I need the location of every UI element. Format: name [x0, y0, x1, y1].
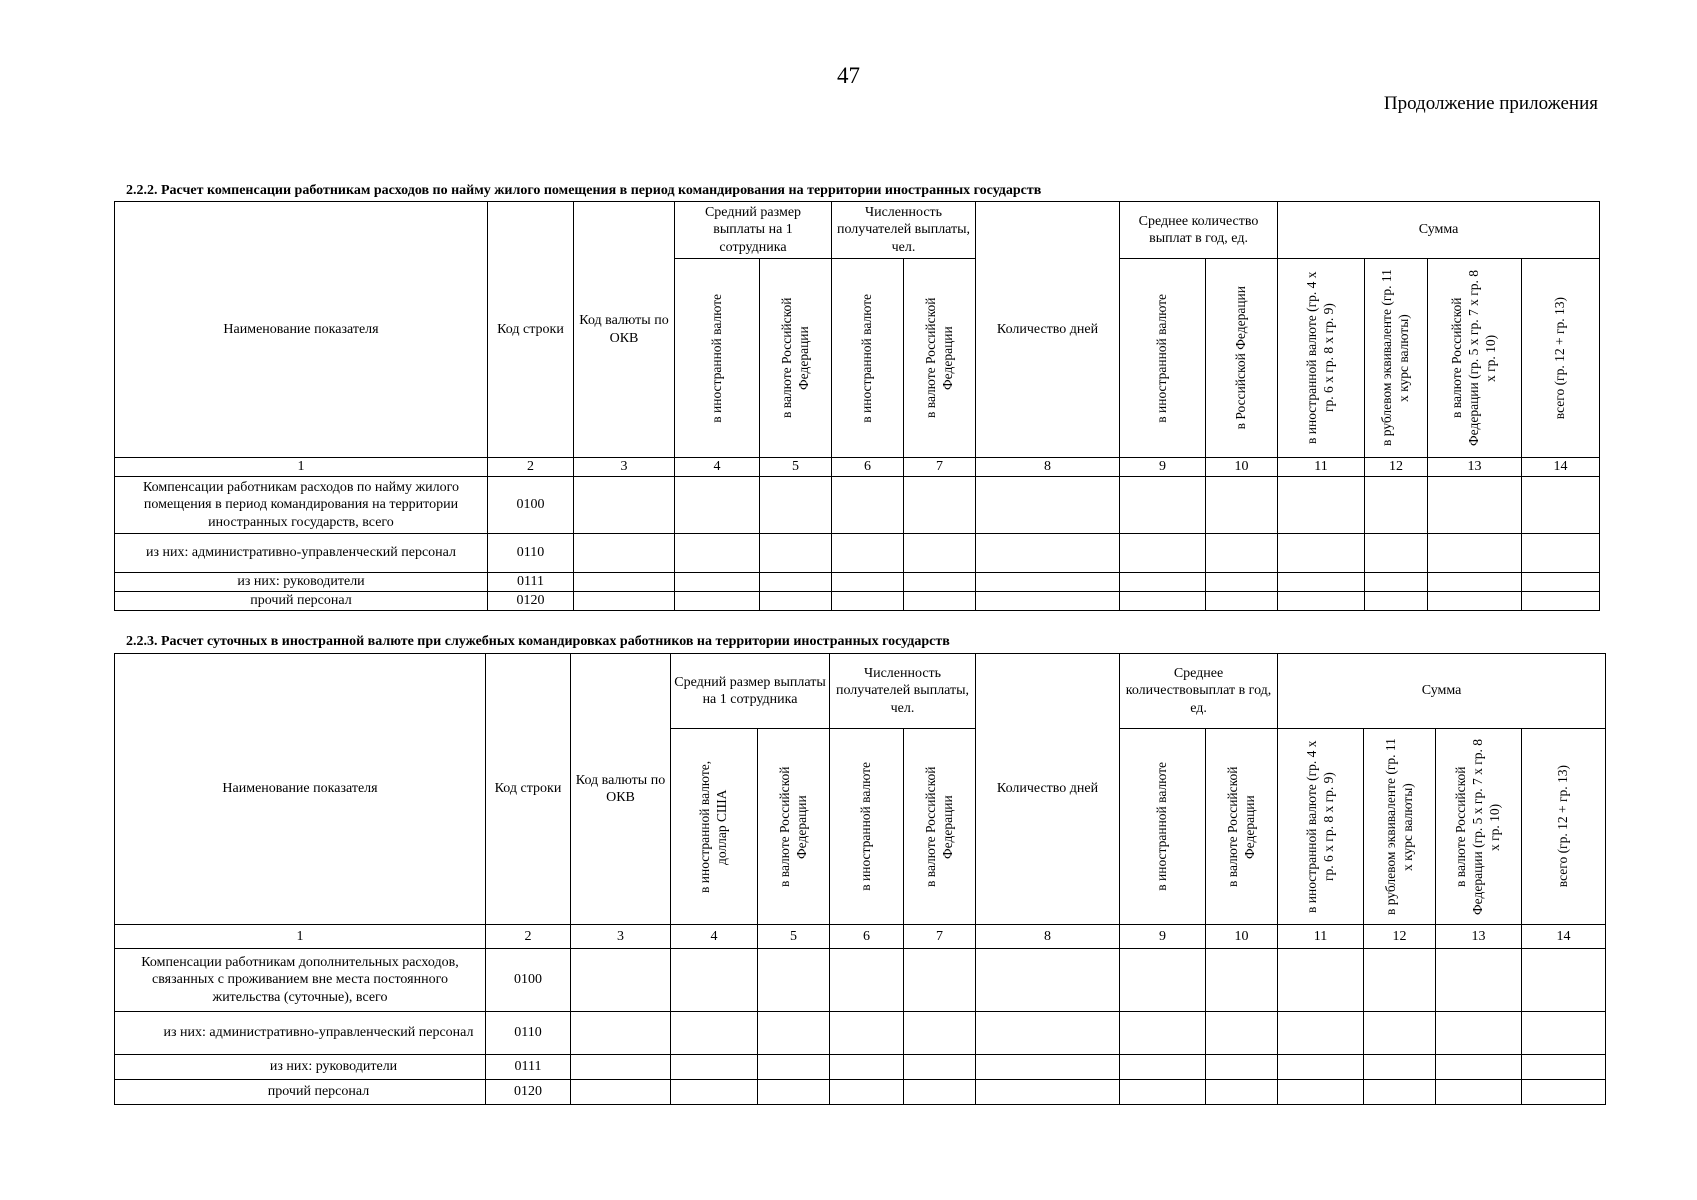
row-code: 0111	[488, 573, 574, 592]
column-number: 2	[486, 925, 571, 949]
header-col-7: в валюте Российской Федерации	[904, 259, 976, 458]
table-2-2-3	[114, 653, 1606, 1105]
column-number: 9	[1120, 925, 1206, 949]
continuation-label: Продолжение приложения	[1383, 93, 1598, 114]
table-row	[115, 949, 1606, 1012]
column-number: 3	[571, 925, 671, 949]
table-row	[115, 1055, 1606, 1080]
table-row	[115, 534, 1600, 573]
column-number: 9	[1120, 458, 1206, 477]
header-avg-count: Среднее количествовыплат в год, ед.	[1120, 654, 1278, 729]
header-col-4: в иностранной валюте, доллар США	[671, 729, 758, 925]
column-number: 11	[1278, 925, 1364, 949]
header-col-9: в иностранной валюте	[1120, 729, 1206, 925]
header-sum: Сумма	[1278, 654, 1606, 729]
column-number: 8	[976, 925, 1120, 949]
header-col-14: всего (гр. 12 + гр. 13)	[1522, 729, 1606, 925]
table-row	[115, 573, 1600, 592]
section-title-2-2-2: 2.2.2. Расчет компенсации работникам расходов по найму жилого помещения в период командирования на территории иностранных государств	[126, 183, 1042, 198]
column-number: 5	[760, 458, 832, 477]
row-code: 0120	[488, 592, 574, 611]
row-code: 0111	[486, 1055, 571, 1080]
column-number: 2	[488, 458, 574, 477]
header-col-13: в валюте Российской Федерации (гр. 5 х гр. 7 х гр. 8 х гр. 10)	[1428, 259, 1522, 458]
header-col-4: в иностранной валюте	[675, 259, 760, 458]
column-number: 12	[1365, 458, 1428, 477]
column-numbers-row	[115, 925, 1606, 949]
table-2-2-2	[114, 201, 1600, 611]
header-sum: Сумма	[1278, 202, 1600, 259]
header-col-13: в валюте Российской Федерации (гр. 5 х гр. 7 х гр. 8 х гр. 10)	[1436, 729, 1522, 925]
header-col-11: в иностранной валюте (гр. 4 х гр. 6 х гр. 8 х гр. 9)	[1278, 729, 1364, 925]
column-number: 13	[1428, 458, 1522, 477]
row-code: 0110	[488, 534, 574, 573]
column-number: 4	[675, 458, 760, 477]
row-name: Компенсации работникам дополнительных расходов, связанных с проживанием вне места постоянного жительства (суточные), всего	[115, 949, 486, 1012]
column-number: 13	[1436, 925, 1522, 949]
header-code: Код строки	[486, 654, 571, 925]
table-row	[115, 1012, 1606, 1055]
column-number: 8	[976, 458, 1120, 477]
table-row	[115, 1080, 1606, 1105]
column-number: 10	[1206, 925, 1278, 949]
header-currency-code: Код валюты по ОКВ	[571, 654, 671, 925]
column-number: 7	[904, 458, 976, 477]
header-col-5: в валюте Российской Федерации	[760, 259, 832, 458]
table-row	[115, 477, 1600, 534]
header-col-12: в рублевом эквиваленте (гр. 11 х курс валюты)	[1365, 259, 1428, 458]
column-number: 14	[1522, 458, 1600, 477]
row-name: Компенсации работникам расходов по найму жилого помещения в период командирования на территории иностранных государств, всего	[115, 477, 488, 534]
row-name: из них: административно-управленческий персонал	[115, 1012, 486, 1055]
column-number: 6	[830, 925, 904, 949]
column-number: 3	[574, 458, 675, 477]
table-row	[115, 592, 1600, 611]
column-number: 10	[1206, 458, 1278, 477]
row-code: 0100	[488, 477, 574, 534]
column-number: 5	[758, 925, 830, 949]
header-days: Количество дней	[976, 654, 1120, 925]
column-number: 1	[115, 458, 488, 477]
header-recipients: Численность получателей выплаты, чел.	[832, 202, 976, 259]
page-number: 47	[837, 63, 860, 88]
header-name: Наименование показателя	[115, 654, 486, 925]
header-days: Количество дней	[976, 202, 1120, 458]
column-number: 4	[671, 925, 758, 949]
header-col-11: в иностранной валюте (гр. 4 х гр. 6 х гр. 8 х гр. 9)	[1278, 259, 1365, 458]
column-number: 12	[1364, 925, 1436, 949]
header-col-9: в иностранной валюте	[1120, 259, 1206, 458]
header-currency-code: Код валюты по ОКВ	[574, 202, 675, 458]
header-code: Код строки	[488, 202, 574, 458]
column-number: 6	[832, 458, 904, 477]
header-col-6: в иностранной валюте	[832, 259, 904, 458]
header-name: Наименование показателя	[115, 202, 488, 458]
column-number: 11	[1278, 458, 1365, 477]
header-avg-payment: Средний размер выплаты на 1 сотрудника	[671, 654, 830, 729]
row-code: 0100	[486, 949, 571, 1012]
row-name: прочий персонал	[115, 592, 488, 611]
row-code: 0120	[486, 1080, 571, 1105]
header-col-14: всего (гр. 12 + гр. 13)	[1522, 259, 1600, 458]
column-number: 14	[1522, 925, 1606, 949]
header-col-10: в валюте Российской Федерации	[1206, 729, 1278, 925]
column-number: 1	[115, 925, 486, 949]
row-name: из них: руководители	[115, 1055, 486, 1080]
header-col-6: в иностранной валюте	[830, 729, 904, 925]
section-title-2-2-3: 2.2.3. Расчет суточных в иностранной валюте при служебных командировках работников на территории иностранных государств	[126, 634, 950, 649]
row-name: из них: административно-управленческий персонал	[115, 534, 488, 573]
header-col-5: в валюте Российской Федерации	[758, 729, 830, 925]
header-avg-payment: Средний размер выплаты на 1 сотрудника	[675, 202, 832, 259]
header-col-10: в Российской Федерации	[1206, 259, 1278, 458]
row-code: 0110	[486, 1012, 571, 1055]
header-recipients: Численность получателей выплаты, чел.	[830, 654, 976, 729]
header-col-7: в валюте Российской Федерации	[904, 729, 976, 925]
column-numbers-row	[115, 458, 1600, 477]
header-avg-count: Среднее количество выплат в год, ед.	[1120, 202, 1278, 259]
header-col-12: в рублевом эквиваленте (гр. 11 х курс валюты)	[1364, 729, 1436, 925]
row-name: из них: руководители	[115, 573, 488, 592]
column-number: 7	[904, 925, 976, 949]
row-name: прочий персонал	[115, 1080, 486, 1105]
